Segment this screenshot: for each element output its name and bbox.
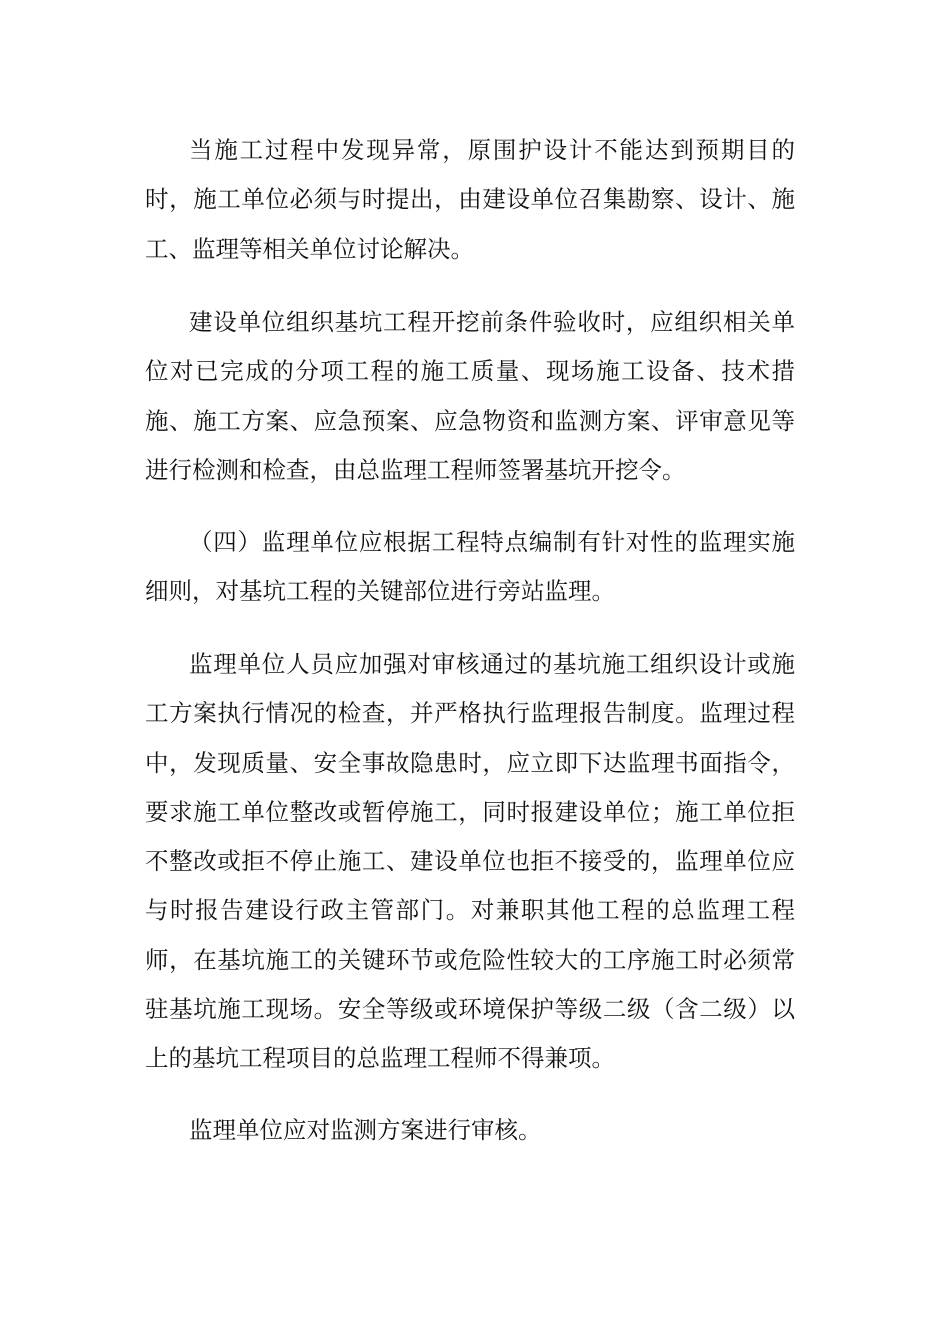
paragraph-supervision-rules: （四）监理单位应根据工程特点编制有针对性的监理实施细则，对基坑工程的关键部位进行旁站监理。 (145, 528, 795, 606)
paragraph-supervision-inspection: 监理单位人员应加强对审核通过的基坑施工组织设计或施工方案执行情况的检查，并严格执行监理报告制度。监理过程中，发现质量、安全事故隐患时，应立即下达监理书面指令，要求施工单位整改或暂停施工，同时报建设单位；施工单位拒不整改或拒不停止施工、建设单位也拒不接受的，监理单位应与时报告建设行政主管部门。对兼职其他工程的总监理工程师，在基坑施工的关键环节或危险性较大的工序施工时必须常驻基坑施工现场。安全等级或环境保护等级二级（含二级）以上的基坑工程项目的总监理工程师不得兼项。 (145, 650, 795, 1073)
paragraph-excavation-acceptance: 建设单位组织基坑工程开挖前条件验收时，应组织相关单位对已完成的分项工程的施工质量、现场施工设备、技术措施、施工方案、应急预案、应急物资和监测方案、评审意见等进行检测和检查，由总监理工程师签署基坑开挖令。 (145, 308, 795, 484)
paragraph-monitoring-review: 监理单位应对监测方案进行审核。 (189, 1116, 542, 1144)
paragraph-abnormal-handling: 当施工过程中发现异常，原围护设计不能达到预期目的时，施工单位必须与时提出，由建设单位召集勘察、设计、施工、监理等相关单位讨论解决。 (145, 136, 795, 263)
